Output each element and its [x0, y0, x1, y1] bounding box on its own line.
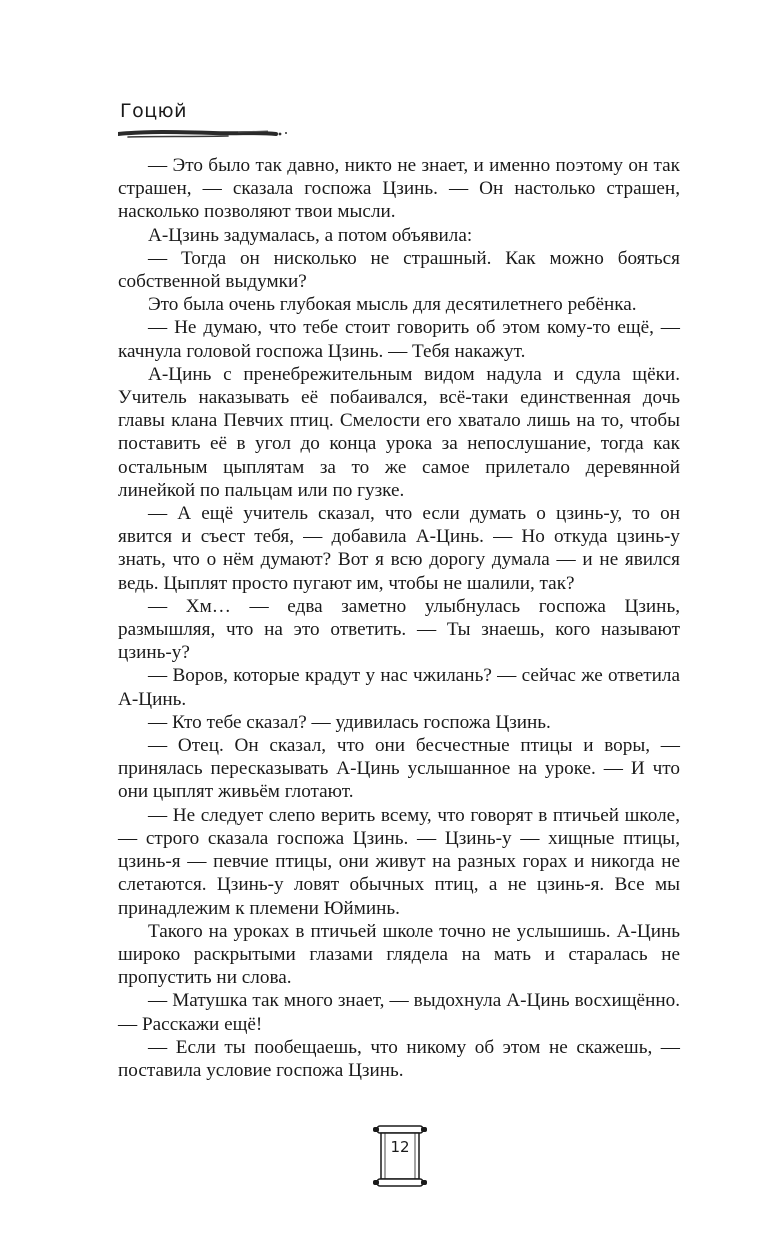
author-name: Гоцюй: [120, 100, 187, 122]
paragraph: Такого на уроках в птичьей школе точно не услышишь. А-Цинь широко раскрытыми глазами глядела на мать и старалась не пропустить ни слова.: [118, 920, 680, 989]
paragraph: — Хм… — едва заметно улыбнулась госпожа Цзинь, размышляя, что на это ответить. — Ты знаешь, кого называют цзинь-у?: [118, 595, 680, 664]
page-folio: [371, 1124, 429, 1188]
brush-stroke-divider: [118, 128, 288, 142]
page-number: 12: [390, 1138, 410, 1156]
body-text: [118, 154, 680, 1082]
paragraph: — Кто тебе сказал? — удивилась госпожа Цзинь.: [148, 711, 551, 733]
paragraph: — Отец. Он сказал, что они бесчестные птицы и воры, — принялась пересказывать А-Цинь услышанное на уроке. — И что они цыплят живьём глотают.: [118, 735, 680, 803]
paragraph: — Не думаю, что тебе стоит говорить об этом кому-то ещё, — качнула головой госпожа Цзинь. — Тебя накажут.: [118, 317, 680, 362]
paragraph: — Если ты пообещаешь, что никому об этом не скажешь, — поставила условие госпожа Цзинь.: [118, 1036, 680, 1081]
paragraph: А-Цзинь задумалась, а потом объявила:: [148, 224, 473, 246]
scroll-icon: [371, 1124, 429, 1188]
running-header: [118, 100, 288, 144]
paragraph: — Воров, которые крадут у нас чжилань? — сейчас же ответила А-Цинь.: [118, 665, 680, 710]
paragraph: Это была очень глубокая мысль для десятилетнего ребёнка.: [148, 294, 637, 316]
paragraph: — Матушка так много знает, — выдохнула А-Цинь восхищённо. — Расскажи ещё!: [118, 990, 680, 1035]
paragraph: — А ещё учитель сказал, что если думать о цзинь-у, то он явится и съест тебя, — добавила А-Цинь. — Но откуда цзинь-у знать, что о нём думают? Вот я всю дорогу думала — и не явился ведь. Цыплят просто пугают им, чтобы не шалили, так?: [118, 503, 680, 594]
paragraph: — Тогда он нисколько не страшный. Как можно бояться собственной выдумки?: [118, 247, 680, 293]
paragraph: — Не следует слепо верить всему, что говорят в птичьей школе, — строго сказала госпожа Цзинь. — Цзинь-у — хищные птицы, цзинь-я — певчие птицы, они живут на разных горах и никогда не слетаются. Цзинь-у ловят обычных птиц, а не цзинь-я. Все мы принадлежим к племени Юйминь.: [118, 804, 680, 919]
paragraph: — Это было так давно, никто не знает, и именно поэтому он так страшен, — сказала госпожа Цзинь. — Он настолько страшен, насколько позволяют твои мысли.: [118, 155, 680, 223]
paragraph: А-Цинь с пренебрежительным видом надула и сдула щёки. Учитель наказывать её побаивался, всё-таки единственная дочь главы клана Певчих птиц. Смелости его хватало лишь на то, чтобы поставить её в угол до конца урока за непослушание, тогда как остальным цыплятам за то же самое прилетало деревянной линейкой по пальцам или по гузке.: [118, 363, 680, 501]
